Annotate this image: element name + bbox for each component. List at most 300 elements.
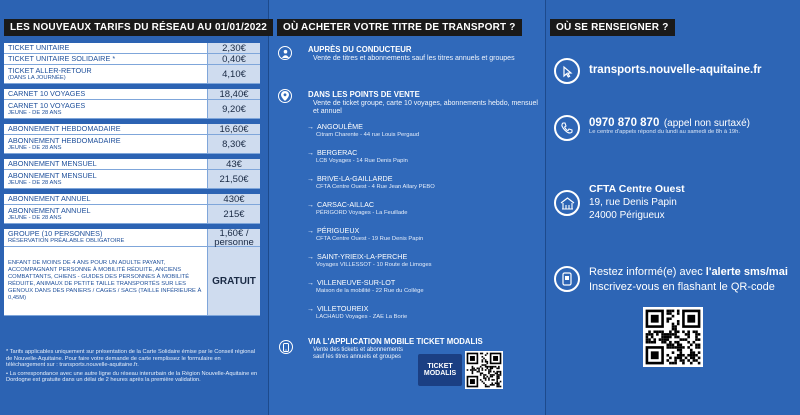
qr-module <box>690 349 693 352</box>
sales-point-city <box>307 226 359 235</box>
qr-module <box>669 357 672 360</box>
qr-module <box>485 361 487 363</box>
tariff-sublabel: (DANS LA JOURNÉE) <box>8 74 66 81</box>
qr-module <box>669 362 672 365</box>
qr-module <box>483 358 485 360</box>
tariffs-table <box>4 43 260 316</box>
qr-module <box>682 359 685 362</box>
tariff-label <box>4 65 207 83</box>
qr-module <box>669 346 672 349</box>
tariff-label <box>4 89 207 99</box>
qr-module <box>674 341 677 344</box>
qr-module <box>672 344 675 347</box>
qr-module <box>646 336 649 339</box>
qr-module <box>687 333 690 336</box>
qr-module <box>498 386 500 388</box>
qr-module <box>698 344 701 347</box>
city-name: SAINT-YRIEIX-LA-PERCHE <box>317 252 408 261</box>
qr-module <box>698 333 701 336</box>
arrow-right-icon: → <box>307 202 314 209</box>
qr-module <box>500 371 502 373</box>
tariff-row <box>4 205 260 224</box>
qr-module <box>666 346 669 349</box>
qr-module <box>498 371 500 373</box>
points-heading: DANS LES POINTS DE VENTE <box>308 90 420 99</box>
qr-module <box>666 359 669 362</box>
qr-module <box>485 377 487 379</box>
qr-module <box>677 312 680 315</box>
qr-module <box>685 357 688 360</box>
qr-module <box>695 344 698 347</box>
qr-module <box>490 374 492 376</box>
office-city: 24000 Périgueux <box>589 210 665 221</box>
sales-point-city <box>307 304 368 313</box>
qr-module <box>669 310 672 313</box>
office-building-icon <box>554 190 580 216</box>
qr-module <box>695 333 698 336</box>
qr-module <box>646 341 649 344</box>
qr-module <box>651 333 654 336</box>
qr-module <box>682 354 685 357</box>
tariff-name: ABONNEMENT ANNUEL <box>8 193 91 203</box>
qr-module <box>680 351 683 354</box>
cursor-click-icon <box>554 58 580 84</box>
qr-module <box>693 351 696 354</box>
qr-module <box>482 359 484 361</box>
qr-module <box>666 320 669 323</box>
qr-module <box>472 369 474 371</box>
sales-point-address: Citram Charente - 44 rue Louis Pergaud <box>316 132 420 138</box>
qr-module <box>491 366 493 368</box>
app-qr-code[interactable] <box>465 351 503 389</box>
qr-module <box>498 374 500 376</box>
qr-module <box>485 366 487 368</box>
qr-module <box>677 354 680 357</box>
qr-module <box>672 333 675 336</box>
phone-icon <box>554 115 580 141</box>
qr-finder <box>493 356 498 361</box>
qr-module <box>486 366 488 368</box>
tariff-price: 43€ <box>207 159 260 169</box>
qr-module <box>698 357 701 360</box>
qr-module <box>496 371 498 373</box>
tariff-price: GRATUIT <box>207 247 260 315</box>
city-name: CARSAC-AILLAC <box>317 200 375 209</box>
qr-module <box>698 351 701 354</box>
tariff-price: 2,30€ <box>207 43 260 53</box>
qr-module <box>653 330 656 333</box>
qr-module <box>669 317 672 320</box>
tariff-price: 16,60€ <box>207 124 260 134</box>
arrow-right-icon: → <box>307 254 314 261</box>
alert-qr-code[interactable] <box>643 307 703 367</box>
qr-module <box>666 310 669 313</box>
qr-module <box>682 346 685 349</box>
qr-module <box>674 333 677 336</box>
qr-module <box>695 330 698 333</box>
qr-module <box>698 346 701 349</box>
qr-module <box>480 379 482 381</box>
tariff-name: CARNET 10 VOYAGES <box>8 88 86 98</box>
qr-module <box>690 354 693 357</box>
driver-heading: AUPRÈS DU CONDUCTEUR <box>308 45 412 54</box>
qr-module <box>485 354 487 356</box>
tariff-row <box>4 247 260 316</box>
website-link[interactable]: transports.nouvelle-aquitaine.fr <box>589 64 762 76</box>
qr-module <box>491 368 493 370</box>
qr-module <box>669 312 672 315</box>
qr-module <box>682 338 685 341</box>
qr-module <box>488 369 490 371</box>
tariff-label <box>4 54 207 64</box>
driver-text: Vente de titres et abonnements sauf les titres annuels et groupes <box>313 55 515 62</box>
qr-module <box>475 369 477 371</box>
arrow-right-icon: → <box>307 228 314 235</box>
tariff-name: ABONNEMENT HEBDOMADAIRE <box>8 123 121 133</box>
qr-module <box>496 386 498 388</box>
qr-module <box>480 374 482 376</box>
qr-finder <box>687 315 695 323</box>
qr-module <box>690 362 693 365</box>
qr-module <box>477 371 479 373</box>
city-name: VILLETOUREIX <box>317 304 369 313</box>
qr-module <box>674 359 677 362</box>
points-text: Vente de ticket groupe, carte 10 voyages, abonnements hebdo, mensuel et annuel <box>313 100 538 116</box>
qr-module <box>653 341 656 344</box>
arrow-right-icon: → <box>307 150 314 157</box>
note-solidaire: * Tarifs applicables uniquement sur présentation de la Carte Solidaire émise par le Conseil régional de Nouvelle-Aquitaine. Pour faire votre demande de carte remplissez le formulaire en téléchargement sur : transports.nouvelle-aquitaine.fr. <box>6 349 256 369</box>
qr-module <box>491 376 493 378</box>
qr-module <box>488 371 490 373</box>
qr-module <box>666 336 669 339</box>
qr-module <box>672 328 675 331</box>
qr-module <box>685 333 688 336</box>
tariff-name: TICKET ALLER-RETOUR <box>8 65 92 75</box>
qr-module <box>661 330 664 333</box>
qr-module <box>500 386 502 388</box>
qr-module <box>490 376 492 378</box>
qr-module <box>677 323 680 326</box>
qr-module <box>500 374 502 376</box>
qr-module <box>680 357 683 360</box>
qr-module <box>478 369 480 371</box>
tariff-row <box>4 124 260 135</box>
qr-module <box>680 354 683 357</box>
qr-module <box>656 333 659 336</box>
tariff-name: GROUPE (10 PERSONNES) <box>8 229 103 239</box>
tariff-row <box>4 100 260 119</box>
fold-divider <box>545 0 546 415</box>
qr-module <box>496 374 498 376</box>
sales-point-address: Maison de la mobilité - 22 Rue du Collège <box>316 288 424 294</box>
qr-finder <box>651 351 659 359</box>
city-name: BRIVE-LA-GAILLARDE <box>317 174 393 183</box>
qr-module <box>674 325 677 328</box>
qr-module <box>690 357 693 360</box>
qr-module <box>687 330 690 333</box>
qr-module <box>472 371 474 373</box>
tariff-label <box>4 135 207 153</box>
tariff-row <box>4 65 260 84</box>
qr-module <box>672 323 675 326</box>
tariff-row <box>4 135 260 154</box>
qr-module <box>674 346 677 349</box>
qr-module <box>674 328 677 331</box>
app-heading: VIA L'APPLICATION MOBILE TICKET MODALIS <box>308 337 483 346</box>
qr-module <box>680 349 683 352</box>
qr-module <box>677 346 680 349</box>
sales-point-address: LACHAUD Voyages - ZAE La Borie <box>316 314 408 320</box>
qr-module <box>482 372 484 374</box>
tariffs-title: LES NOUVEAUX TARIFS DU RÉSEAU AU 01/01/2022 <box>4 19 273 36</box>
qr-module <box>482 353 484 355</box>
sales-point-city <box>307 200 374 209</box>
qr-module <box>648 330 651 333</box>
sales-point-address: PÉRIGORD Voyages - La Feuillade <box>316 210 408 216</box>
qr-module <box>674 330 677 333</box>
tariff-sublabel: JEUNE - DE 28 ANS <box>8 214 62 221</box>
qr-module <box>493 374 495 376</box>
alert-line2: Inscrivez-vous en flashant le QR-code <box>589 281 775 293</box>
qr-module <box>698 338 701 341</box>
qr-module <box>669 336 672 339</box>
qr-module <box>472 368 474 370</box>
qr-module <box>646 333 649 336</box>
qr-module <box>496 382 498 384</box>
qr-module <box>656 330 659 333</box>
qr-module <box>695 359 698 362</box>
qr-module <box>672 315 675 318</box>
tariff-label <box>4 124 207 134</box>
tariff-label <box>4 247 207 315</box>
info-title: OÙ SE RENSEIGNER ? <box>550 19 675 36</box>
tariff-row <box>4 159 260 170</box>
qr-module <box>669 341 672 344</box>
qr-module <box>693 359 696 362</box>
qr-module <box>687 359 690 362</box>
tariff-label <box>4 205 207 223</box>
qr-module <box>698 362 701 365</box>
qr-module <box>483 377 485 379</box>
qr-module <box>485 379 487 381</box>
qr-module <box>485 384 487 386</box>
qr-module <box>490 384 492 386</box>
qr-module <box>693 341 696 344</box>
tariff-label <box>4 43 207 53</box>
office-name: CFTA Centre Ouest <box>589 183 685 195</box>
qr-module <box>695 338 698 341</box>
qr-module <box>672 362 675 365</box>
tariff-row <box>4 54 260 65</box>
qr-module <box>666 338 669 341</box>
qr-module <box>486 368 488 370</box>
qr-module <box>672 346 675 349</box>
tariff-row <box>4 229 260 247</box>
tariff-name: ENFANT DE MOINS DE 4 ANS POUR UN ADULTE PAYANT, ACCOMPAGNANT PERSONNE À MOBILITÉ RÉDUITE, ANCIENS COMBATTANTS, CHIENS - GUIDES DES PERSONNES À MOBILITÉ RÉDUITE, ANIMAUX DE PETITE TAILLE TRANSPORTÉS SUR LES GENOUX DANS DES PANIERS / CAGES / SACS (TAILLE INFÉRIEURE À 0,45M) <box>8 259 202 302</box>
sales-point-city <box>307 252 407 261</box>
qr-finder <box>470 379 475 384</box>
tariff-name: TICKET UNITAIRE <box>8 42 70 52</box>
qr-module <box>669 344 672 347</box>
city-name: ANGOULÊME <box>317 122 363 131</box>
note-correspondance: • La correspondance avec une autre ligne du réseau interurbain de la Région Nouvelle-Aquitaine en Dordogne est gratuite dans un délai de 2 heures après la première validation. <box>6 370 258 384</box>
tariff-name: ABONNEMENT MENSUEL <box>8 170 97 180</box>
tariffs-notes <box>6 349 261 386</box>
qr-module <box>672 325 675 328</box>
qr-module <box>677 344 680 347</box>
alert-prefix: Restez informé(e) avec <box>589 266 706 278</box>
qr-module <box>493 371 495 373</box>
alert-bold: l'alerte sms/mai <box>705 266 788 278</box>
qr-module <box>685 338 688 341</box>
qr-module <box>496 376 498 378</box>
app-text: Vente des tickets et abonnements sauf les titres annuels et groupes <box>313 347 404 360</box>
qr-module <box>648 341 651 344</box>
qr-module <box>496 379 498 381</box>
qr-module <box>478 368 480 370</box>
qr-module <box>693 357 696 360</box>
qr-module <box>674 362 677 365</box>
qr-module <box>488 372 490 374</box>
phone-number[interactable]: 0970 870 870 <box>589 117 660 129</box>
qr-module <box>661 338 664 341</box>
qr-module <box>687 354 690 357</box>
qr-module <box>677 320 680 323</box>
tariff-name: ABONNEMENT ANNUEL <box>8 205 91 215</box>
qr-module <box>672 351 675 354</box>
tariff-label <box>4 159 207 169</box>
qr-module <box>483 374 485 376</box>
qr-module <box>495 366 497 368</box>
qr-module <box>695 354 698 357</box>
qr-module <box>480 372 482 374</box>
sales-point-city <box>307 122 363 131</box>
qr-module <box>482 369 484 371</box>
office-street: 19, rue Denis Papin <box>589 197 677 208</box>
qr-module <box>659 330 662 333</box>
modalis-logo-line2: MODALIS <box>423 370 457 377</box>
tariff-label <box>4 194 207 204</box>
qr-module <box>664 333 667 336</box>
city-name: VILLENEUVE-SUR-LOT <box>317 278 396 287</box>
qr-module <box>490 368 492 370</box>
qr-module <box>648 338 651 341</box>
qr-module <box>659 338 662 341</box>
qr-module <box>682 330 685 333</box>
city-name: PÉRIGUEUX <box>317 226 360 235</box>
ticket-modalis-logo[interactable] <box>418 354 462 386</box>
qr-module <box>687 341 690 344</box>
qr-module <box>470 369 472 371</box>
tariff-row <box>4 89 260 100</box>
qr-module <box>672 310 675 313</box>
phone-hours: Le centre d'appels répond du lundi au samedi de 8h à 19h. <box>589 129 740 135</box>
qr-finder <box>651 315 659 323</box>
qr-module <box>661 333 664 336</box>
qr-module <box>478 371 480 373</box>
qr-module <box>680 338 683 341</box>
qr-module <box>664 341 667 344</box>
tariff-price: 8,30€ <box>207 135 260 153</box>
tariff-price: 4,10€ <box>207 65 260 83</box>
qr-module <box>695 336 698 339</box>
qr-module <box>467 369 469 371</box>
qr-module <box>473 369 475 371</box>
tariff-row <box>4 43 260 54</box>
phone-note: (appel non surtaxé) <box>663 118 750 129</box>
qr-module <box>485 364 487 366</box>
arrow-right-icon: → <box>307 306 314 313</box>
qr-module <box>486 386 488 388</box>
sales-point-address: Voyages VILLESSOT - 10 Route de Limoges <box>316 262 432 268</box>
tariff-sublabel: JEUNE - DE 28 ANS <box>8 144 62 151</box>
mobile-phone-icon <box>279 340 293 354</box>
qr-module <box>500 381 502 383</box>
tariff-price: 1,60€ / personne <box>207 229 260 246</box>
arrow-right-icon: → <box>307 124 314 131</box>
qr-module <box>666 333 669 336</box>
qr-module <box>498 384 500 386</box>
buy-title: OÙ ACHETER VOTRE TITRE DE TRANSPORT ? <box>277 19 522 36</box>
qr-module <box>677 336 680 339</box>
qr-module <box>488 379 490 381</box>
arrow-right-icon: → <box>307 280 314 287</box>
qr-module <box>666 354 669 357</box>
tariff-name: TICKET UNITAIRE SOLIDAIRE * <box>8 53 116 63</box>
tariff-label <box>4 170 207 188</box>
tariff-price: 430€ <box>207 194 260 204</box>
tariff-sublabel: JEUNE - DE 28 ANS <box>8 109 62 116</box>
qr-module <box>483 382 485 384</box>
tariff-label <box>4 100 207 118</box>
sales-point-address: CFTA Centre Ouest - 4 Rue Jean Allary PEBO <box>316 184 435 190</box>
qr-module <box>648 333 651 336</box>
tariff-name: ABONNEMENT MENSUEL <box>8 158 97 168</box>
qr-module <box>483 376 485 378</box>
qr-module <box>472 366 474 368</box>
qr-module <box>690 351 693 354</box>
qr-module <box>473 368 475 370</box>
qr-module <box>666 312 669 315</box>
qr-module <box>493 379 495 381</box>
qr-module <box>677 310 680 313</box>
qr-module <box>488 366 490 368</box>
qr-module <box>495 372 497 374</box>
qr-module <box>491 382 493 384</box>
qr-module <box>498 368 500 370</box>
qr-module <box>472 372 474 374</box>
sales-point-address: LCB Voyages - 14 Rue Denis Papin <box>316 158 408 164</box>
tariff-name: CARNET 10 VOYAGES <box>8 100 86 110</box>
qr-module <box>482 361 484 363</box>
tariff-label <box>4 229 207 246</box>
qr-module <box>661 336 664 339</box>
location-pin-icon <box>278 89 292 103</box>
qr-finder <box>470 356 475 361</box>
qr-module <box>680 346 683 349</box>
tariff-price: 21,50€ <box>207 170 260 188</box>
qr-module <box>480 353 482 355</box>
qr-module <box>651 336 654 339</box>
qr-module <box>498 382 500 384</box>
qr-module <box>485 369 487 371</box>
qr-module <box>488 386 490 388</box>
qr-module <box>496 372 498 374</box>
alert-line <box>589 266 788 278</box>
qr-module <box>661 341 664 344</box>
qr-module <box>488 377 490 379</box>
qr-module <box>480 366 482 368</box>
